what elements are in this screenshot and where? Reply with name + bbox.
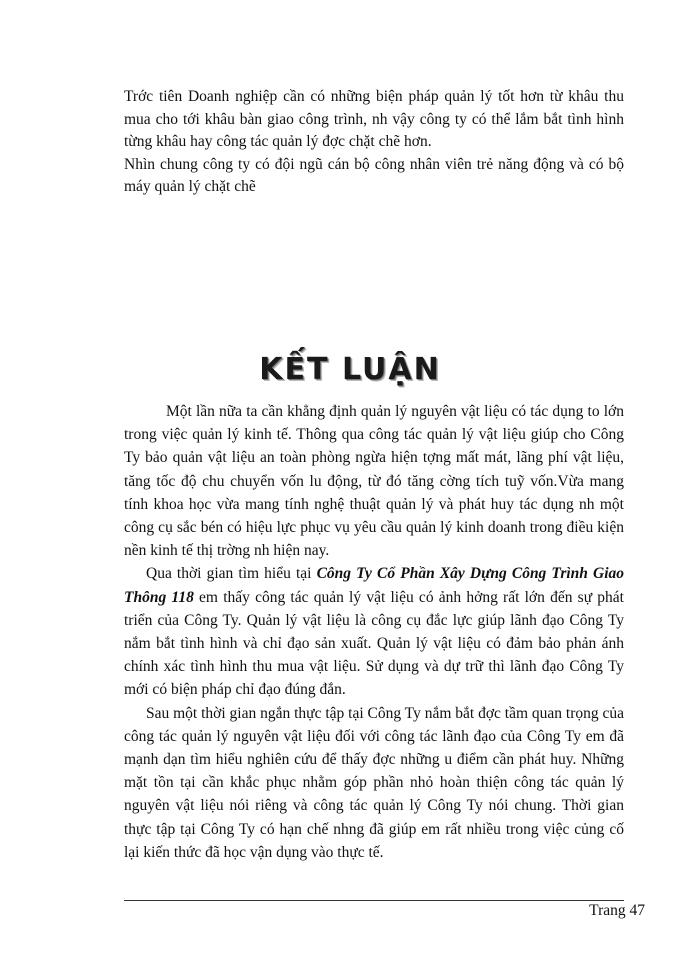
conclusion-section (124, 400, 624, 864)
paragraph-lead-text: Qua thời gian tìm hiểu tại (146, 565, 317, 583)
conclusion-paragraph-3: Sau một thời gian ngắn thực tập tại Công Ty nắm bắt đợc tầm quan trọng của công tác quản lý nguyên vật liệu đối với công tác lãnh đạo của Công Ty em đã mạnh dạn tìm hiểu nghiên cứu để thấy đợc những u điểm cần phát huy. Những mặt tồn tại cần khắc phục nhằm góp phần nhỏ hoàn thiện công tác quản lý nguyên vật liệu nói riêng và công tác quản lý Công Ty nói chung. Thời gian thực tập tại Công Ty có hạn chế nhng đã giúp em rất nhiều trong việc củng cố lại kiến thức đã học vận dụng vào thực tế. (124, 704, 624, 861)
conclusion-heading: KẾT LUẬN (259, 352, 441, 387)
intro-paragraph-2: Nhìn chung công ty có đội ngũ cán bộ công nhân viên trẻ năng động và có bộ máy quản lý chặt chẽ (124, 155, 624, 195)
conclusion-paragraph-1: Một lần nữa ta cần khẳng định quản lý nguyên vật liệu có tác dụng to lớn trong việc quản lý kinh tế. Thông qua công tác quản lý vật liệu giúp cho Công Ty bảo quản vật liệu an toàn phòng ngừa hiện tợng mất mát, lãng phí vật liệu, tăng tốc độ chu chuyển vốn lu động, từ đó tăng cờng tích tuỹ vốn.Vừa mang tính khoa học vừa mang tính nghệ thuật quản lý và phát huy tác dụng nh một công cụ sắc bén có hiệu lực phục vụ yêu cầu quản lý kinh doanh trong điều kiện nền kinh tế thị trờng nh hiện nay. (124, 403, 624, 560)
intro-section (124, 86, 624, 199)
intro-paragraph-1: Trớc tiên Doanh nghiệp cần có những biện pháp quản lý tốt hơn từ khâu thu mua cho tới khâu bàn giao công trình, nh vậy công ty có thể lắm bắt tình hình từng khâu hay công tác quản lý đợc chặt chẽ hơn. (124, 88, 624, 150)
page-number: Trang 47 (589, 902, 645, 919)
paragraph-body-text: em thấy công tác quản lý vật liệu có ảnh hởng rất lớn đến sự phát triển của Công Ty. Quản lý vật liệu là công cụ đắc lực giúp lãnh đạo Công Ty nắm bắt tình hình và chỉ đạo sản xuất. Quản lý vật liệu có đảm bảo phản ánh chính xác tình hình thu mua vật liệu. Sử dụng và dự trữ thì lãnh đạo Công Ty mới có biện pháp chỉ đạo đúng đắn. (124, 588, 624, 699)
company-name: Công Ty Cổ Phần Xây Dựng Công Trình Giao Thông 118 (124, 565, 625, 606)
footer-divider (124, 900, 624, 901)
conclusion-paragraph-2 (124, 562, 624, 701)
